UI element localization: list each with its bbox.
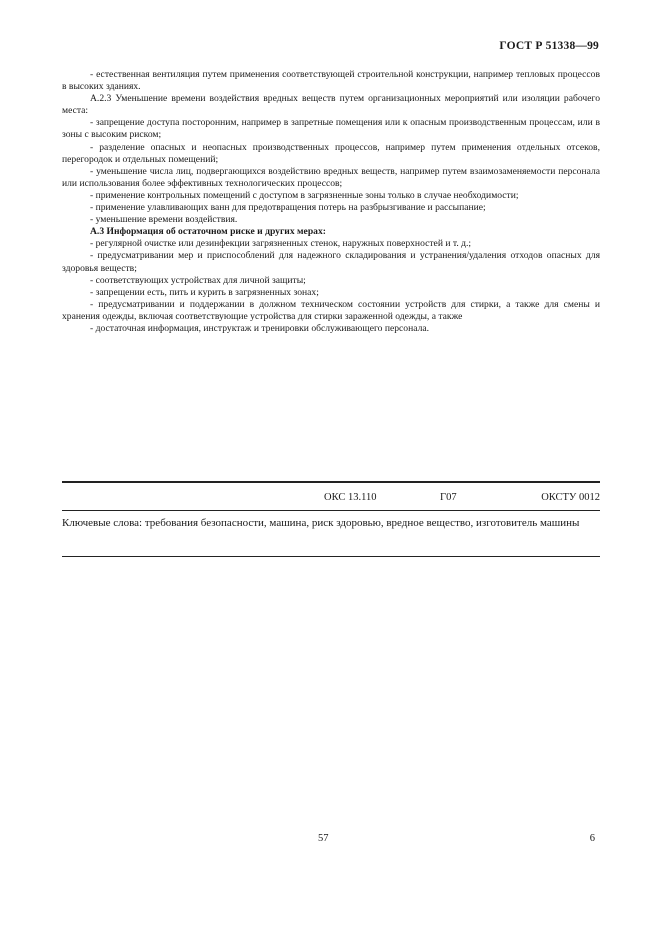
paragraph: - запрещении есть, пить и курить в загрязненных зонах;	[90, 286, 319, 298]
paragraph: - регулярной очистке или дезинфекции загрязненных стенок, наружных поверхностей и т. д.;	[90, 238, 472, 250]
paragraph: - уменьшение времени воздействия.	[90, 214, 238, 226]
divider	[62, 556, 600, 557]
oks-code: ОКС 13.110	[324, 492, 377, 503]
paragraph: - разделение опасных и неопасных производственных процессов, например путем применения отдельных отсеков, перегородок и отдельных помещений;	[62, 141, 600, 165]
group-code: Г07	[440, 492, 457, 503]
section-heading: А.3 Информация об остаточном риске и других мерах:	[90, 226, 326, 238]
body-text	[62, 69, 600, 335]
paragraph: - применение улавливающих ванн для предотвращения потерь на разбрызгивание и рассыпание;	[90, 202, 486, 214]
page-number-center: 57	[318, 833, 329, 844]
divider	[62, 510, 600, 511]
paragraph: - запрещение доступа посторонним, например в запретные помещения или к опасным производственным процессам, или в зоны с высоким риском;	[62, 117, 600, 141]
standard-code: ГОСТ Р 51338—99	[499, 40, 599, 52]
paragraph: А.2.3 Уменьшение времени воздействия вредных веществ путем организационных мероприятий или изоляции рабочего места:	[62, 93, 600, 117]
okstu-code: ОКСТУ 0012	[541, 492, 600, 503]
paragraph: - предусматривании и поддержании в должном техническом состоянии устройств для стирки, а также для смены и хранения одежды, включая соответствующие устройства для стирки зараженной одежды, а также	[62, 298, 600, 322]
paragraph: - естественная вентиляция путем применения соответствующей строительной конструкции, например тепловых процессов в высоких зданиях.	[62, 69, 600, 93]
divider-thick	[62, 481, 600, 483]
page-number-right: 6	[589, 833, 595, 844]
paragraph: - достаточная информация, инструктаж и тренировки обслуживающего персонала.	[90, 322, 430, 334]
paragraph: - уменьшение числа лиц, подвергающихся воздействию вредных веществ, например путем взаимозаменяемости персонала или использования более эффективных технологических процессов;	[62, 165, 600, 189]
paragraph: - предусматривании мер и приспособлений для надежного складирования и устранения/удаления отходов опасных для здоровья веществ;	[62, 250, 600, 274]
paragraph: - применение контрольных помещений с доступом в загрязненные зоны только в случае необходимости;	[90, 189, 519, 201]
keywords: Ключевые слова: требования безопасности, машина, риск здоровью, вредное вещество, изготовитель машины	[62, 517, 580, 529]
paragraph: - соответствующих устройствах для личной защиты;	[90, 274, 306, 286]
